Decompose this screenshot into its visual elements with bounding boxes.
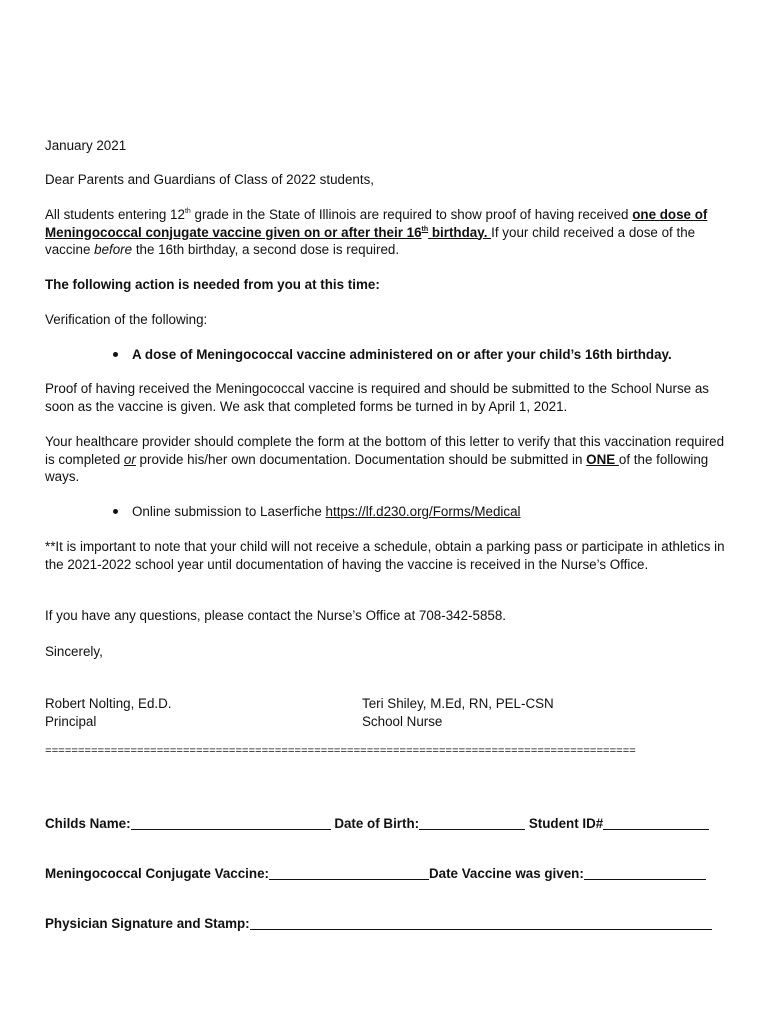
vaccine-field[interactable] — [269, 867, 429, 880]
student-id-field[interactable] — [603, 817, 709, 830]
paragraph-requirement: All students entering 12th grade in the State of Illinois are required to show proof of having received one dose of Meningococcal conjugate vaccine given on or after their 16th birthday. If your child received a dose of the vaccine before the 16th birthday, a second dose is required. — [45, 207, 708, 257]
bullet-vaccine-dose: A dose of Meningococcal vaccine administered on or after your child’s 16th birthday. — [113, 346, 672, 364]
form-row-vaccine — [45, 866, 706, 881]
dob-field[interactable] — [419, 817, 525, 830]
signature-label: Physician Signature and Stamp: — [45, 916, 250, 931]
student-id-label: Student ID# — [528, 816, 604, 831]
laserfiche-link[interactable]: https://lf.d230.org/Forms/Medical — [325, 504, 521, 519]
dob-label: Date of Birth: — [334, 816, 420, 831]
date-given-label: Date Vaccine was given: — [428, 866, 584, 881]
closing: Sincerely, — [45, 644, 103, 659]
signer-name: Robert Nolting, Ed.D. — [45, 696, 172, 711]
form-row-signature — [45, 916, 712, 931]
signer-name: Teri Shiley, M.Ed, RN, PEL-CSN — [362, 696, 554, 711]
signer-title: Principal — [45, 713, 97, 729]
action-heading: The following action is needed from you at this time: — [45, 277, 380, 292]
paragraph-contact: If you have any questions, please contact the Nurse’s Office at 708-342-5858. — [45, 608, 507, 623]
childs-name-field[interactable] — [131, 817, 331, 830]
letter-date: January 2021 — [45, 138, 127, 153]
signer-title: School Nurse — [362, 713, 443, 729]
salutation: Dear Parents and Guardians of Class of 2022 students, — [45, 172, 375, 187]
signature-field[interactable] — [250, 917, 712, 930]
bullet-icon — [113, 352, 118, 357]
form-row-student — [45, 816, 709, 831]
paragraph-provider: Your healthcare provider should complete the form at the bottom of this letter to verify that this vaccination required is completed or provide his/her own documentation. Documentation should be submitted in ONE of the following ways. — [45, 434, 725, 484]
paragraph-proof: Proof of having received the Meningococcal vaccine is required and should be submitted to the School Nurse as soon as the vaccine is given. We ask that completed forms be turned in by April 1, 2021. — [45, 381, 709, 414]
bullet-icon — [113, 509, 118, 514]
requirement-emphasis: one dose of Meningococcal conjugate vaccine given on or after their 16 — [45, 207, 708, 240]
bullet-online-submission: Online submission to Laserfiche https://lf.d230.org/Forms/Medical — [113, 503, 521, 521]
vaccine-label: Meningococcal Conjugate Vaccine: — [45, 866, 269, 881]
verification-intro: Verification of the following: — [45, 312, 208, 327]
childs-name-label: Childs Name: — [45, 816, 131, 831]
date-given-field[interactable] — [584, 867, 706, 880]
signature-nurse — [362, 695, 554, 730]
signature-principal — [45, 695, 172, 730]
separator-line: ========================================================================================== — [45, 746, 636, 758]
paragraph-important-note: **It is important to note that your child will not receive a schedule, obtain a parking pass or participate in athletics in the 2021-2022 school year until documentation of having the vaccine is received in the Nurse’s Office. — [45, 539, 725, 572]
